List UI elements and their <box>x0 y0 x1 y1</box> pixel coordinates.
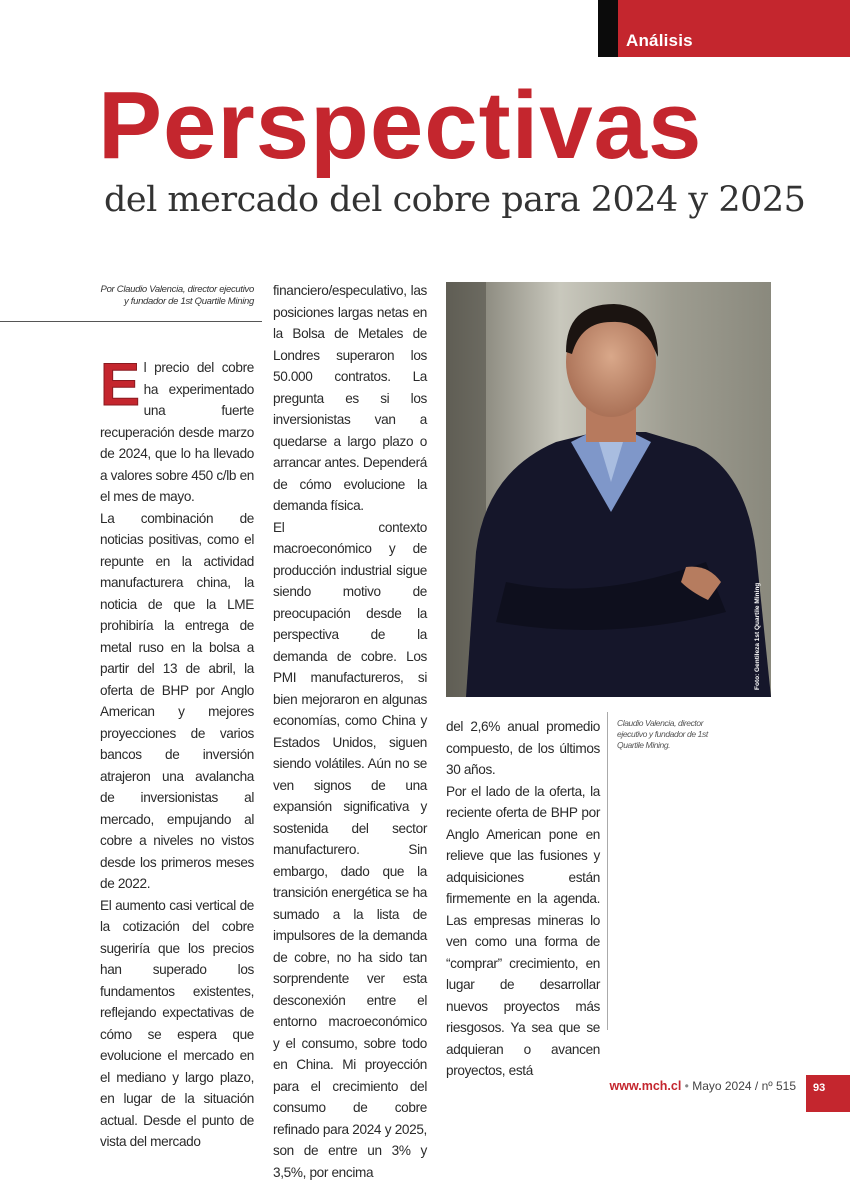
article-subtitle: del mercado del cobre para 2024 y 2025 <box>104 180 805 220</box>
article-title: Perspectivas <box>98 78 702 174</box>
byline: Por Claudio Valencia, director ejecutivo y fundador de 1st Quartile Mining <box>100 284 254 308</box>
paragraph: El precio del cobre ha experimentado una fuerte recuperación desde marzo de 2024, que lo ha llevado a valores sobre 450 c/lb en el mes de mayo. <box>100 357 254 508</box>
caption-divider <box>607 712 608 1030</box>
paragraph: Por el lado de la oferta, la reciente oferta de BHP por Anglo American pone en relieve que las fusiones y adquisiciones están firmemente en la agenda. Las empresas mineras lo ven como una forma de “comprar” crecimiento, en lugar de desarrollar nuevos proyectos más riesgosos. Ya sea que se adquieran o avancen proyectos, está <box>446 781 600 1082</box>
footer-issue: Mayo 2024 / nº 515 <box>692 1079 796 1093</box>
page-footer <box>610 1079 796 1093</box>
section-header-bar <box>598 0 850 57</box>
body-column-3 <box>446 716 600 1082</box>
section-label: Análisis <box>626 31 693 51</box>
paragraph: del 2,6% anual promedio compuesto, de los últimos 30 años. <box>446 716 600 781</box>
drop-cap: E <box>100 361 140 409</box>
page-number: 93 <box>813 1082 825 1094</box>
body-column-1 <box>100 357 254 1153</box>
paragraph: La combinación de noticias positivas, como el repunte en la actividad manufacturera china, la noticia de que la LME prohibiría la entrega de metal ruso en la bolsa a partir del 13 de abril, la oferta de BHP por Anglo American y mejores proyecciones de varios bancos de inversión atrajeron una avalancha de inversionistas al mercado, empujando al cobre a niveles no vistos desde los primeros meses de 2022. <box>100 508 254 895</box>
paragraph: El aumento casi vertical de la cotización del cobre sugeriría que los precios han superado los fundamentos existentes, reflejando expectativas de cómo se espera que evolucione el mercado en el mediano y largo plazo, en lugar de la situación actual. Desde el punto de vista del mercado <box>100 895 254 1153</box>
paragraph: El contexto macroeconómico y de producción industrial sigue siendo motivo de preocupación desde la perspectiva de la demanda de cobre. Los PMI manufactureros, si bien mejoraron en algunas economías, como China y Estados Unidos, siguen siendo volátiles. Aún no se ven signos de una expansión significativa y sostenida del sector manufacturero. Sin embargo, dado que la transición energética se ha sumado a la lista de impulsores de la demanda de cobre, no ha sido tan sorprendente ver esta desconexión entre el entorno macroeconómico y el consumo, sobre todo en China. Mi proyección para el crecimiento del consumo de cobre refinado para 2024 y 2025, son de entre un 3% y 3,5%, por encima <box>273 517 427 1183</box>
byline-divider <box>0 321 262 322</box>
photo-credit: Foto: Gentileza 1st Quartile Mining <box>754 583 761 690</box>
footer-website-link[interactable]: www.mch.cl <box>610 1079 682 1093</box>
body-column-2 <box>273 280 427 1183</box>
author-photo <box>446 282 771 697</box>
footer-separator: • <box>685 1079 689 1093</box>
paragraph: financiero/especulativo, las posiciones largas netas en la Bolsa de Metales de Londres superaron los 50.000 contratos. La pregunta es si los inversionistas van a quedarse a largo plazo o arrancar antes. Dependerá de cómo evolucione la demanda física. <box>273 280 427 517</box>
photo-caption: Claudio Valencia, director ejecutivo y fundador de 1st Quartile Mining. <box>617 718 717 751</box>
section-bar-black-strip <box>598 0 618 57</box>
page-number-box <box>806 1075 850 1112</box>
